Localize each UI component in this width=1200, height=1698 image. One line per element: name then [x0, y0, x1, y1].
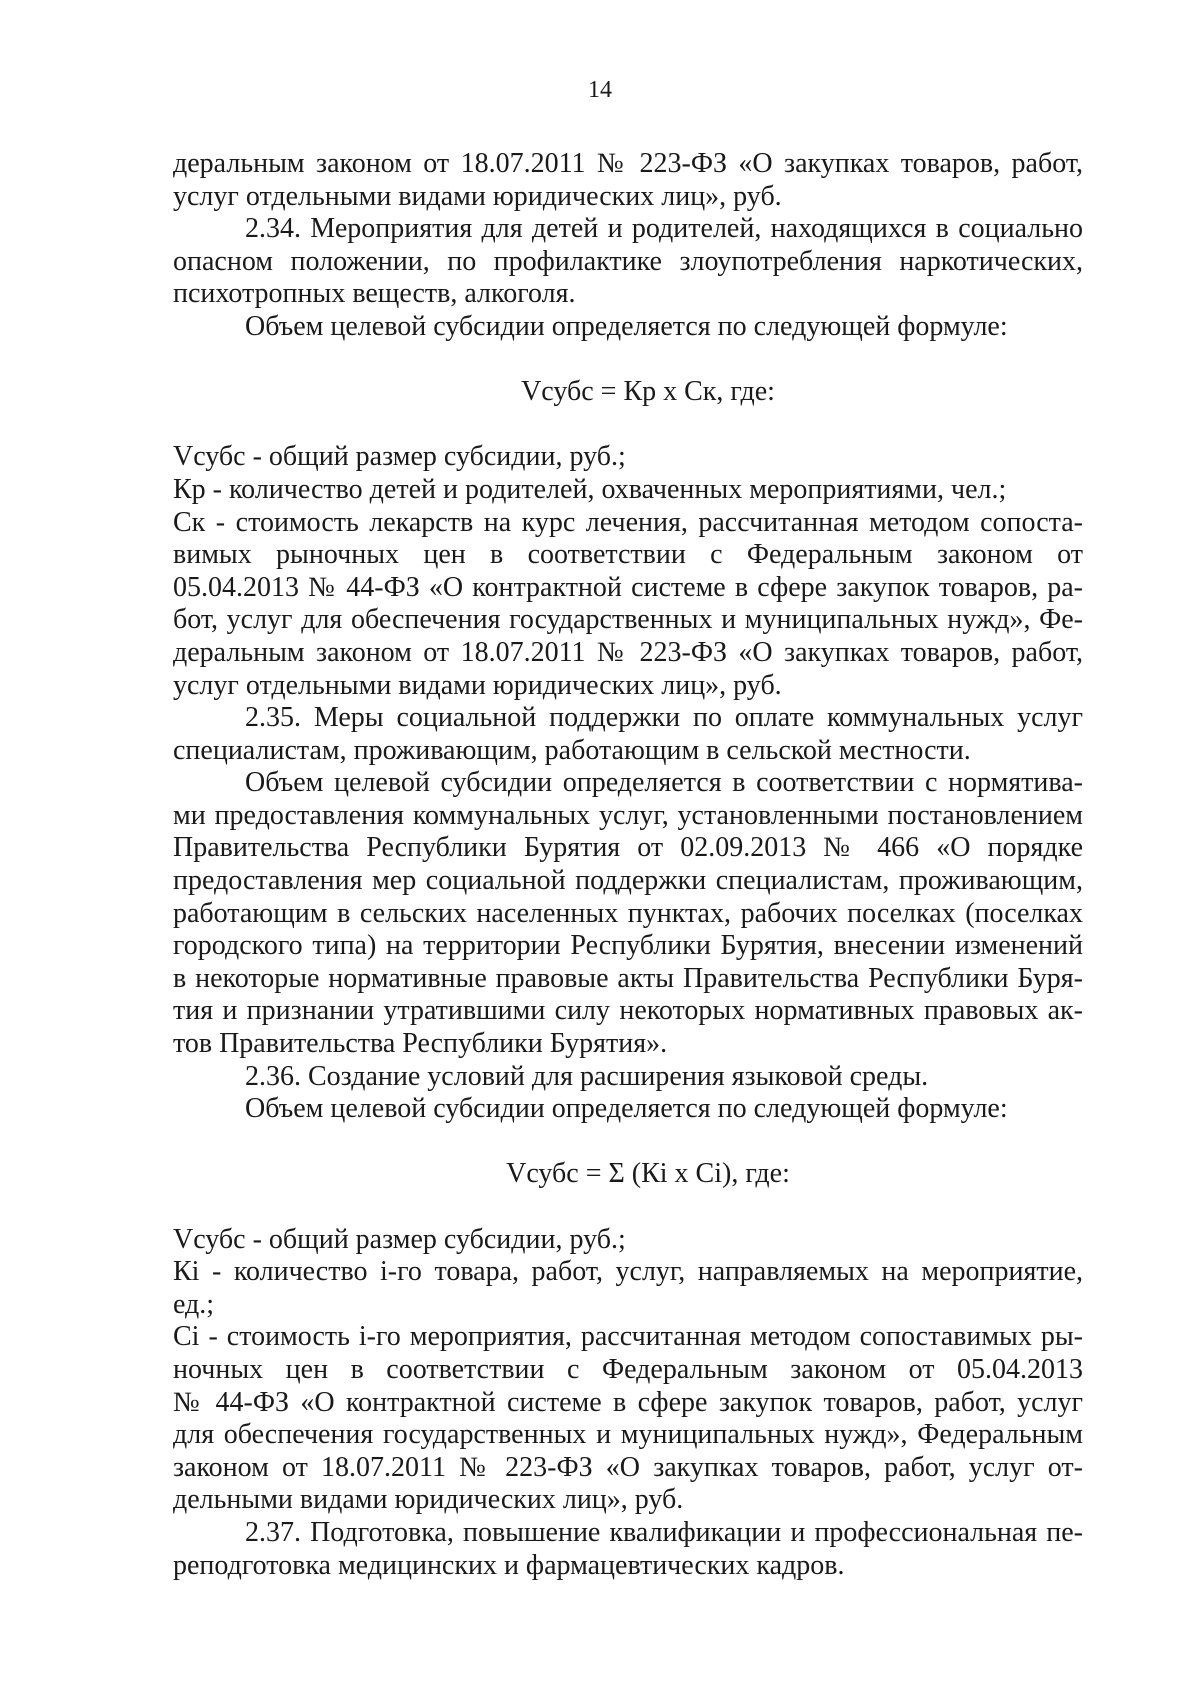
blank-line [173, 1126, 1083, 1159]
text-line: психотропных веществ, алкоголя. [173, 278, 576, 310]
text-line: Сi - стоимость i-го мероприятия, рассчитанная методом сопоставимых ры- [173, 1321, 1083, 1353]
text-line: услуг отдельными видами юридических лиц», руб. [173, 180, 782, 212]
text-line: реподготовка медицинских и фармацевтических кадров. [173, 1549, 845, 1581]
text-line: Кр - количество детей и родителей, охваченных мероприятиями, чел.; [173, 473, 1007, 505]
text-line: ночных цен в соответствии с Федеральным законом от 05.04.2013 [173, 1353, 1083, 1385]
text-line: работающим в сельских населенных пунктах, рабочих поселках (поселках [173, 897, 1083, 929]
text-line: 2.35. Меры социальной поддержки по оплате коммунальных услуг [245, 702, 1083, 734]
text-line: опасном положении, по профилактике злоупотребления наркотических, [173, 245, 1083, 277]
text-line: для обеспечения государственных и муниципальных нужд», Федеральным [173, 1419, 1083, 1451]
text-line: Правительства Республики Бурятия от 02.09.2013 № 466 «О порядке [173, 832, 1083, 864]
blank-line [173, 1191, 1083, 1224]
text-line: в некоторые нормативные правовые акты Правительства Республики Буря- [173, 962, 1083, 994]
text-line: деральным законом от 18.07.2011 № 223-ФЗ «О закупках товаров, работ, [173, 636, 1083, 668]
text-line: 2.34. Мероприятия для детей и родителей, находящихся в социально [245, 213, 1083, 245]
text-line: Объем целевой субсидии определяется по следующей формуле: [245, 310, 1008, 342]
text-line: 2.36. Создание условий для расширения языковой среды. [245, 1060, 929, 1092]
text-line: дельными видами юридических лиц», руб. [173, 1484, 684, 1516]
text-line: городского типа) на территории Республики Бурятия, внесении изменений [173, 930, 1083, 962]
blank-line [173, 344, 1083, 377]
text-line: 2.37. Подготовка, повышение квалификации и профессиональная пе- [245, 1516, 1083, 1548]
text-line: ми предоставления коммунальных услуг, установленными постановлением [173, 799, 1083, 831]
text-line: тия и признании утратившими силу некоторых нормативных правовых ак- [173, 995, 1083, 1027]
text-line: 05.04.2013 № 44-ФЗ «О контрактной системе в сфере закупок товаров, ра- [173, 571, 1083, 603]
text-line: вимых рыночных цен в соответствии с Федеральным законом от [173, 539, 1083, 571]
text-line: Ск - стоимость лекарств на курс лечения, рассчитанная методом сопоста- [173, 506, 1083, 538]
text-line: ед.; [173, 1288, 215, 1320]
text-line: Объем целевой субсидии определяется в соответствии с нормятива- [245, 767, 1083, 799]
text-line: Vсубс - общий размер субсидии, руб.; [173, 1223, 626, 1255]
formula-line: Vсубс = Σ (Кi х Сi), где: [506, 1158, 790, 1190]
text-line: тов Правительства Республики Бурятия». [173, 1028, 668, 1060]
text-line: деральным законом от 18.07.2011 № 223-ФЗ «О закупках товаров, работ, [173, 148, 1083, 179]
page-number: 14 [588, 77, 612, 103]
text-line: законом от 18.07.2011 № 223-ФЗ «О закупках товаров, работ, услуг от- [173, 1451, 1083, 1483]
text-line: Объем целевой субсидии определяется по следующей формуле: [245, 1093, 1008, 1125]
formula-line: Vсубс = Кр х Ск, где: [521, 376, 775, 408]
text-line: № 44-ФЗ «О контрактной системе в сфере закупок товаров, работ, услуг [173, 1386, 1083, 1418]
blank-line [173, 409, 1083, 442]
text-line: Кi - количество i-го товара, работ, услуг, направляемых на мероприятие, [173, 1256, 1083, 1288]
text-line: бот, услуг для обеспечения государственных и муниципальных нужд», Фе- [173, 604, 1083, 636]
text-line: предоставления мер социальной поддержки специалистам, проживающим, [173, 865, 1083, 897]
text-line: Vсубс - общий размер субсидии, руб.; [173, 441, 626, 473]
text-line: специалистам, проживающим, работающим в сельской местности. [173, 734, 971, 766]
text-line: услуг отдельными видами юридических лиц», руб. [173, 669, 782, 701]
document-body [173, 148, 1083, 1582]
